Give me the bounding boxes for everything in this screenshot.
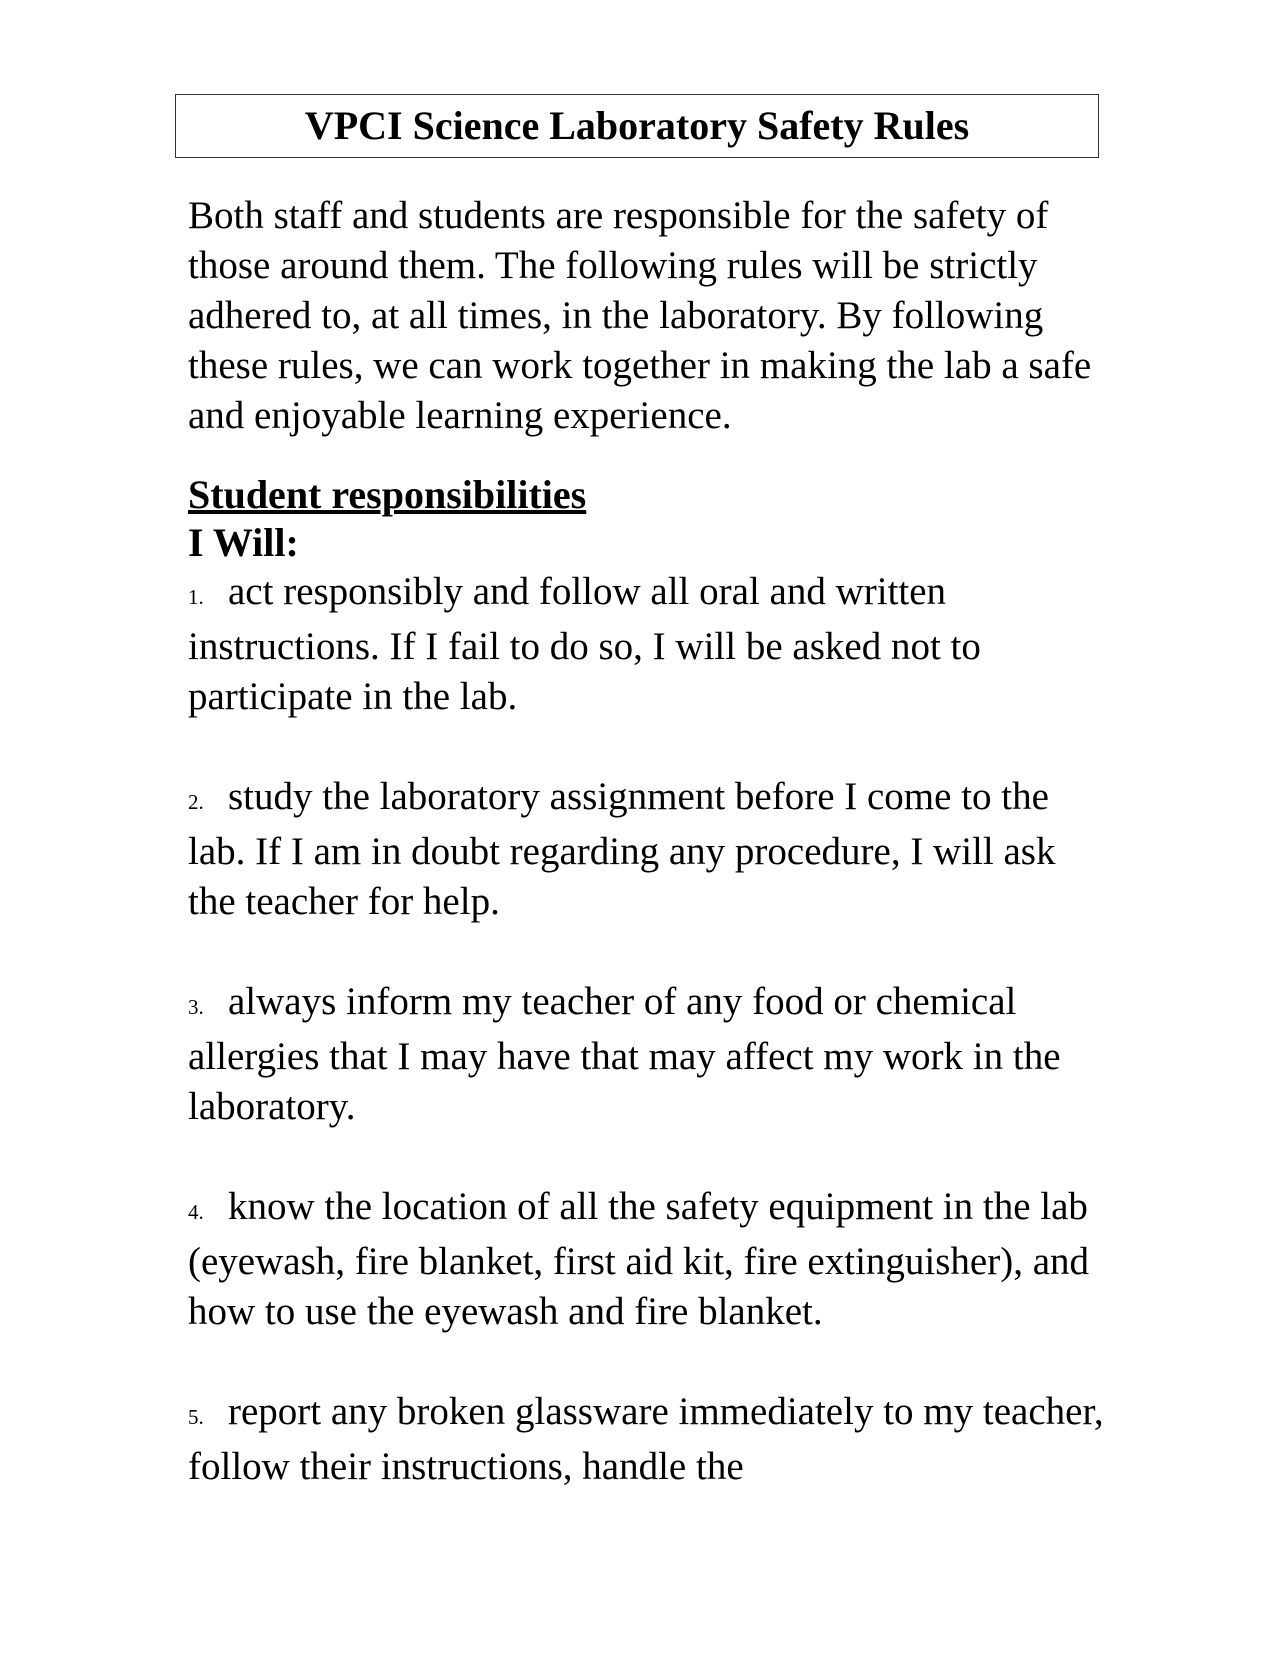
rule-item — [188, 1387, 1108, 1492]
rules-list — [188, 567, 1108, 1492]
rule-number: 5. — [188, 1405, 204, 1429]
section-heading: Student responsibilities — [188, 472, 587, 517]
rule-number: 2. — [188, 790, 204, 814]
rule-text: report any broken glassware immediately to my teacher, follow their instructions, handle the — [188, 1390, 1104, 1488]
rule-text: know the location of all the safety equipment in the lab (eyewash, fire blanket, first aid kit, fire extinguisher), and how to use the eyewash and fire blanket. — [188, 1185, 1090, 1333]
document-body — [188, 191, 1108, 1542]
rule-text: act responsibly and follow all oral and written instructions. If I fail to do so, I will be asked not to participate in the lab. — [188, 570, 981, 718]
rule-item — [188, 567, 1108, 722]
intro-paragraph: Both staff and students are responsible for the safety of those around them. The following rules will be strictly adhered to, at all times, in the laboratory. By following these rules, we can work together in making the lab a safe and enjoyable learning experience. — [188, 194, 1092, 437]
subheading: I Will: — [188, 520, 299, 565]
rule-text: always inform my teacher of any food or chemical allergies that I may have that may affect my work in the laboratory. — [188, 980, 1061, 1128]
rule-item — [188, 1182, 1108, 1337]
rule-item — [188, 977, 1108, 1132]
rule-item — [188, 772, 1108, 927]
title-box — [175, 94, 1099, 158]
rule-number: 1. — [188, 585, 204, 609]
rule-number: 4. — [188, 1200, 204, 1224]
rule-number: 3. — [188, 995, 204, 1019]
rule-text: study the laboratory assignment before I come to the lab. If I am in doubt regarding any procedure, I will ask the teacher for help. — [188, 775, 1056, 923]
page-title: VPCI Science Laboratory Safety Rules — [304, 103, 970, 148]
